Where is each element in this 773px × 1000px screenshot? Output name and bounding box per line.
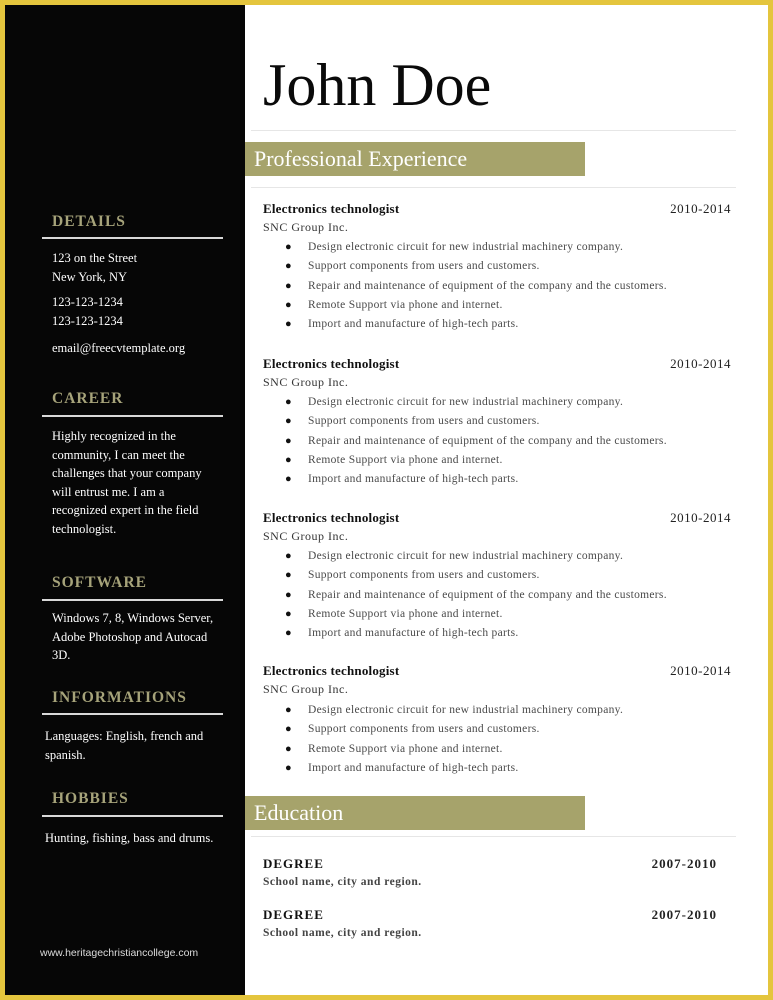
bullet-icon: ●	[285, 318, 292, 331]
job-title: Electronics technologist	[263, 510, 400, 525]
phone-2: 123-123-1234	[52, 314, 123, 328]
details-heading: DETAILS	[52, 213, 126, 230]
experience-heading: Professional Experience	[254, 146, 468, 171]
job-years: 2010-2014	[670, 356, 731, 371]
list-item: ● Remote Support via phone and internet.	[263, 605, 733, 624]
list-item: ● Design electronic circuit for new industrial machinery company.	[263, 238, 733, 257]
job-company: SNC Group Inc.	[263, 220, 349, 234]
bullet-icon: ●	[285, 627, 292, 640]
bullet-icon: ●	[285, 723, 292, 736]
career-text: Highly recognized in the community, I can meet the challenges that your company will entrust me. I am a recognized expert in the field technologist.	[52, 429, 202, 536]
bullet-icon: ●	[285, 569, 292, 582]
list-item: ● Support components from users and customers.	[263, 566, 733, 585]
hobbies-divider	[42, 815, 223, 817]
list-item: ● Repair and maintenance of equipment of the company and the customers.	[263, 277, 733, 296]
experience-divider	[251, 187, 736, 188]
list-item: ● Support components from users and customers.	[263, 412, 733, 431]
bullet-icon: ●	[285, 550, 292, 562]
candidate-name: John Doe	[263, 52, 492, 118]
experience-section-bar	[245, 142, 585, 176]
education-divider	[251, 836, 736, 837]
hobbies-heading: HOBBIES	[52, 790, 129, 807]
job-bullets	[263, 393, 733, 489]
bullet-icon: ●	[285, 279, 292, 292]
list-item: ● Support components from users and customers.	[263, 257, 733, 276]
job-company: SNC Group Inc.	[263, 682, 349, 696]
phone-1: 123-123-1234	[52, 295, 123, 309]
bullet-icon: ●	[285, 396, 292, 408]
career-divider	[42, 415, 223, 417]
job-company: SNC Group Inc.	[263, 375, 349, 389]
list-item: ● Repair and maintenance of equipment of the company and the customers.	[263, 586, 733, 605]
education-school: School name, city and region.	[263, 927, 422, 939]
education-heading: Education	[254, 800, 344, 825]
bullet-icon: ●	[285, 607, 292, 620]
informations-text: Languages: English, french and spanish.	[45, 729, 204, 762]
bullet-icon: ●	[285, 473, 292, 486]
education-school: School name, city and region.	[263, 876, 422, 888]
list-item: ● Design electronic circuit for new industrial machinery company.	[263, 393, 733, 412]
job-title: Electronics technologist	[263, 201, 400, 216]
email: email@freecvtemplate.org	[52, 341, 186, 355]
job-bullets	[263, 701, 733, 778]
sidebar	[5, 5, 245, 995]
resume-page	[5, 5, 768, 995]
job-bullets	[263, 547, 733, 643]
bullet-icon: ●	[285, 761, 292, 774]
list-item: ● Support components from users and customers.	[263, 720, 733, 739]
software-text: Windows 7, 8, Windows Server, Adobe Photoshop and Autocad 3D.	[52, 611, 214, 662]
bullet-icon: ●	[285, 704, 292, 716]
list-item: ● Import and manufacture of high-tech parts.	[263, 759, 733, 778]
job-years: 2010-2014	[670, 663, 731, 678]
bullet-icon: ●	[285, 742, 292, 755]
list-item: ● Import and manufacture of high-tech parts.	[263, 624, 733, 643]
list-item: ● Import and manufacture of high-tech parts.	[263, 315, 733, 334]
job-years: 2010-2014	[670, 201, 731, 216]
bullet-icon: ●	[285, 260, 292, 273]
address-line-1: 123 on the Street	[52, 251, 138, 265]
bullet-icon: ●	[285, 298, 292, 311]
informations-heading: INFORMATIONS	[52, 689, 187, 706]
bullet-icon: ●	[285, 415, 292, 428]
hobbies-text: Hunting, fishing, bass and drums.	[45, 831, 214, 845]
details-divider	[42, 237, 223, 239]
job-years: 2010-2014	[670, 510, 731, 525]
job-title: Electronics technologist	[263, 663, 400, 678]
list-item: ● Import and manufacture of high-tech parts.	[263, 470, 733, 489]
software-heading: SOFTWARE	[52, 574, 147, 591]
watermark: www.heritagechristiancollege.com	[40, 947, 199, 959]
education-years: 2007-2010	[651, 856, 717, 871]
bullet-icon: ●	[285, 241, 292, 253]
address-line-2: New York, NY	[52, 270, 128, 284]
bullet-icon: ●	[285, 453, 292, 466]
job-title: Electronics technologist	[263, 356, 400, 371]
job-company: SNC Group Inc.	[263, 529, 349, 543]
bullet-icon: ●	[285, 434, 292, 447]
education-degree: DEGREE	[263, 907, 324, 922]
list-item: ● Repair and maintenance of equipment of the company and the customers.	[263, 432, 733, 451]
education-years: 2007-2010	[651, 907, 717, 922]
list-item: ● Remote Support via phone and internet.	[263, 740, 733, 759]
education-section-bar	[245, 796, 585, 830]
education-degree: DEGREE	[263, 856, 324, 871]
software-divider	[42, 599, 223, 601]
list-item: ● Design electronic circuit for new industrial machinery company.	[263, 547, 733, 566]
list-item: ● Remote Support via phone and internet.	[263, 296, 733, 315]
name-divider	[251, 130, 736, 131]
list-item: ● Remote Support via phone and internet.	[263, 451, 733, 470]
career-heading: CAREER	[52, 390, 124, 407]
list-item: ● Design electronic circuit for new industrial machinery company.	[263, 701, 733, 720]
job-bullets	[263, 238, 733, 334]
bullet-icon: ●	[285, 588, 292, 601]
informations-divider	[42, 713, 223, 715]
